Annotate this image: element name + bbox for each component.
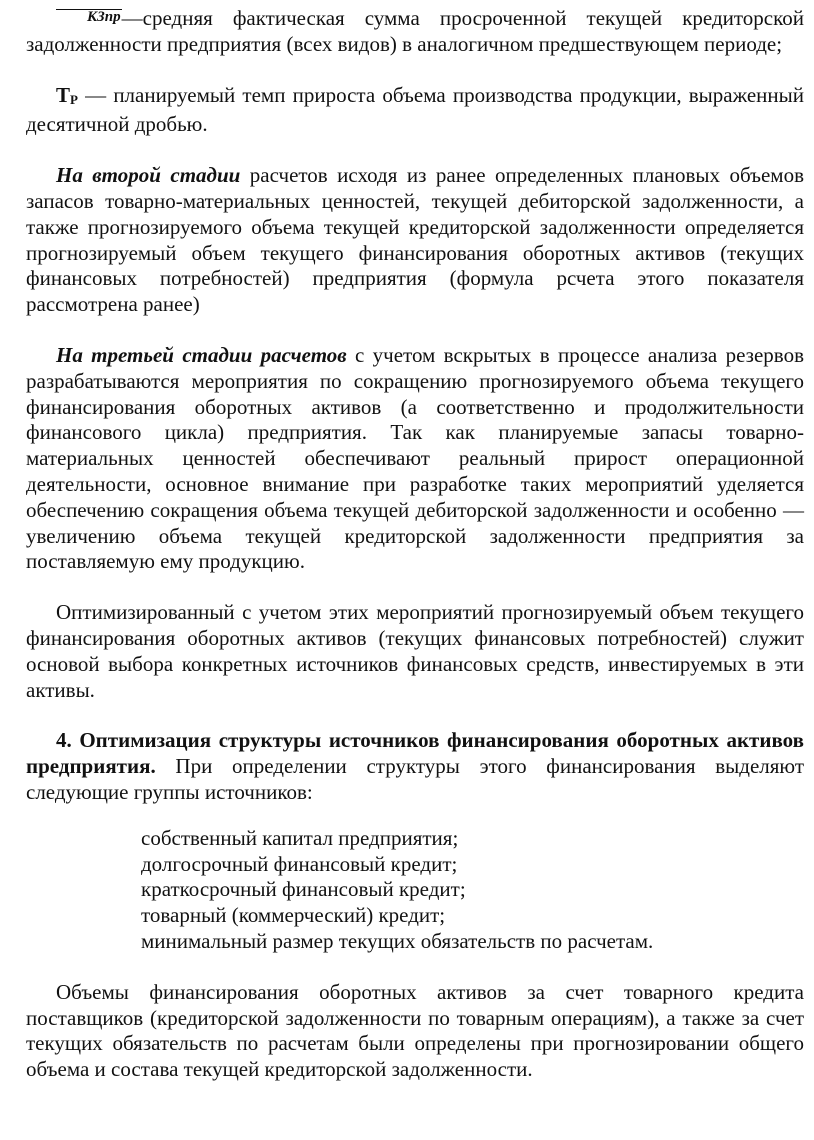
paragraph-lead: На третьей стадии расчетов [56, 342, 347, 367]
formula-symbol-tp: $Т_Р$ [56, 82, 78, 107]
paragraph-text: При определении структуры этого финансирования выделяют следующие группы источников: [26, 754, 804, 804]
sources-list [26, 826, 804, 955]
list-item: долгосрочный финансовый кредит; [141, 851, 458, 876]
paragraph-tp-definition [26, 83, 804, 139]
paragraph-section-4 [26, 728, 804, 805]
list-item: собственный капитал предприятия; [141, 825, 459, 850]
paragraph-text: Оптимизированный с учетом этих мероприятий прогнозируемый объем текущего финансирования оборотных активов (текущих финансовых потребностей) служит основой выбора конкретных источников финансовых средств, инвестируемых в эти активы. [26, 600, 804, 702]
list-item: краткосрочный финансовый кредит; [141, 877, 466, 902]
paragraph-text: Объемы финансирования оборотных активов за счет товарного кредита поставщиков (кредиторской задолженности по товарным операциям), а также за счет текущих обязательств по расчетам были определены при прогнозировании общего объема и состава текущей кредиторской задолженности. [26, 979, 804, 1082]
paragraph-text: расчетов исходя из ранее определенных плановых объемов запасов товарно-материальных ценностей, текущей дебиторской задолженности, а также прогнозируемого объема текущей кредиторской задолженности определяется прогнозируемый объем текущего финансирования оборотных активов (текущих финансовых потребностей) предприятия (формула рсчета этого показателя рассмотрена ранее) [26, 163, 804, 317]
paragraph-kzpr-definition [26, 6, 804, 58]
section-heading: 4. Оптимизация структуры источников финансирования оборотных активов предприятия. [26, 728, 804, 779]
paragraph-third-stage [26, 343, 804, 575]
paragraph-financing-volumes [26, 980, 804, 1083]
paragraph-text: — планируемый темп прироста объема производства продукции, выраженный десятичной дробью. [26, 82, 804, 137]
list-item: товарный (коммерческий) кредит; [141, 903, 446, 928]
paragraph-lead: На второй стадии [56, 163, 241, 188]
paragraph-second-stage [26, 163, 804, 318]
paragraph-text: с учетом вскрытых в процессе анализа резервов разрабатываются мероприятия по сокращению прогнозируемого объема текущего финансирования оборотных активов (а соответственно и продолжительности финансового цикла) предприятия. Так как планируемые запасы товарно-материальных ценностей обеспечивают реальный прирост операционной деятельности, основное внимание при разработке таких мероприятий уделяется обеспечению сокращения объема текущей дебиторской задолженности и особенно — увеличению объема текущей кредиторской задолженности предприятия за поставляемую ему продукцию. [26, 342, 804, 574]
paragraph-optimized-volume [26, 600, 804, 703]
list-item: минимальный размер текущих обязательств по расчетам. [141, 928, 654, 953]
paragraph-text: —средняя фактическая сумма просроченной текущей кредиторской задолженности предприятия (всех видов) в аналогичном предшествующем периоде; [26, 6, 804, 56]
formula-symbol-kzpr: КЗпр [56, 9, 122, 24]
